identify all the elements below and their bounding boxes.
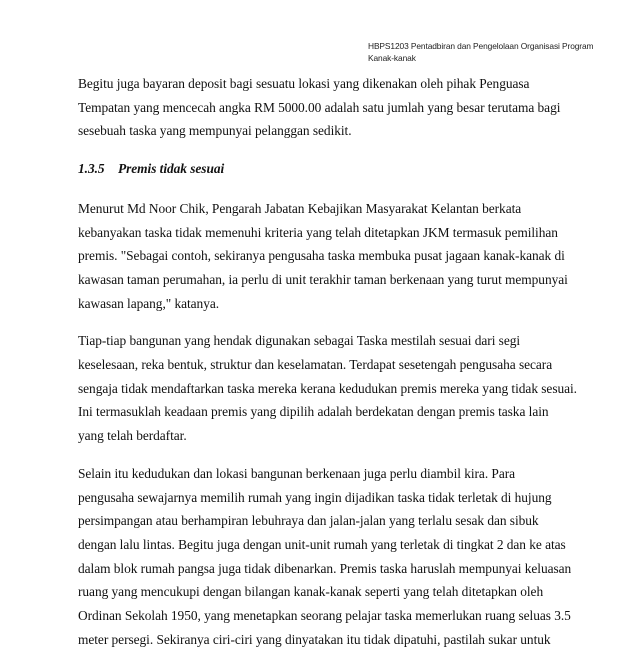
text-line: premis. "Sebagai contoh, sekiranya pengusaha taska membuka pusat jagaan kanak-kanak di [78,248,565,264]
text-line: Menurut Md Noor Chik, Pengarah Jabatan Kebajikan Masyarakat Kelantan berkata [78,200,522,216]
text-line: Tiap-tiap bangunan yang hendak digunakan sebagai Taska mestilah sesuai dari segi [78,333,521,349]
paragraph-4 [78,462,598,652]
text-line: Begitu juga bayaran deposit bagi sesuatu lokasi yang dikenakan oleh pihak Penguasa [78,76,530,91]
paragraph-2 [78,197,598,316]
text-line: kebanyakan taska tidak memenuhi kriteria yang telah ditetapkan JKM termasuk pemilihan [78,224,558,240]
header-line-2: Kanak-kanak [368,53,416,63]
text-line: persimpangan atau berhampiran lebuhraya dan jalan-jalan yang terlalu sesak dan sibuk [78,513,539,529]
paragraph-1 [78,72,598,143]
text-line: Selain itu kedudukan dan lokasi bangunan berkenaan juga perlu diambil kira. Para [78,465,516,481]
text-line: Ordinan Sekolah 1950, yang menetapkan seorang pelajar taska memerlukan ruang seluas 3.5 [78,608,571,624]
text-line: yang telah berdaftar. [78,428,187,444]
text-line: sesebuah taska yang mempunyai pelanggan sedikit. [78,123,352,139]
section-heading [78,157,598,181]
header-line-1: HBPS1203 Pentadbiran dan Pengelolaan Organisasi Program [368,41,594,51]
text-line: keselesaan, reka bentuk, struktur dan keselamatan. Terdapat sesetengah pengusaha secara [78,357,553,373]
text-line: ruang yang mencukupi dengan bilangan kanak-kanak seperti yang telah ditetapkan oleh [78,584,544,600]
text-line: dalam blok rumah pangsa juga tidak dibenarkan. Premis taska haruslah mempunyai keluasan [78,560,572,576]
page-header [368,40,628,64]
text-line: kawasan taman perumahan, ia perlu di unit terakhir taman berkenaan yang turut mempunyai [78,271,568,287]
text-line: pengusaha sewajarnya memilih rumah yang ingin dijadikan taska tidak terletak di hujung [78,489,552,505]
text-line: Tempatan yang mencecah angka RM 5000.00 adalah satu jumlah yang besar terutama bagi [78,99,561,115]
document-body [78,72,598,665]
text-line: dengan lalu lintas. Begitu juga dengan unit-unit rumah yang terletak di tingkat 2 dan ke atas [78,536,566,552]
section-title: Premis tidak sesuai [118,161,225,177]
paragraph-3 [78,329,598,448]
text-line: kawasan lapang," katanya. [78,295,220,311]
section-number: 1.3.5 [78,161,105,177]
text-line: sengaja tidak mendaftarkan taska mereka kerana kedudukan premis mereka yang tidak sesuai. [78,380,577,396]
text-line: meter persegi. Sekiranya ciri-ciri yang dinyatakan itu tidak dipatuhi, pastilah sukar untuk [78,631,551,647]
text-line: Ini termasuklah keadaan premis yang dipilih adalah berdekatan dengan premis taska lain [78,404,549,420]
